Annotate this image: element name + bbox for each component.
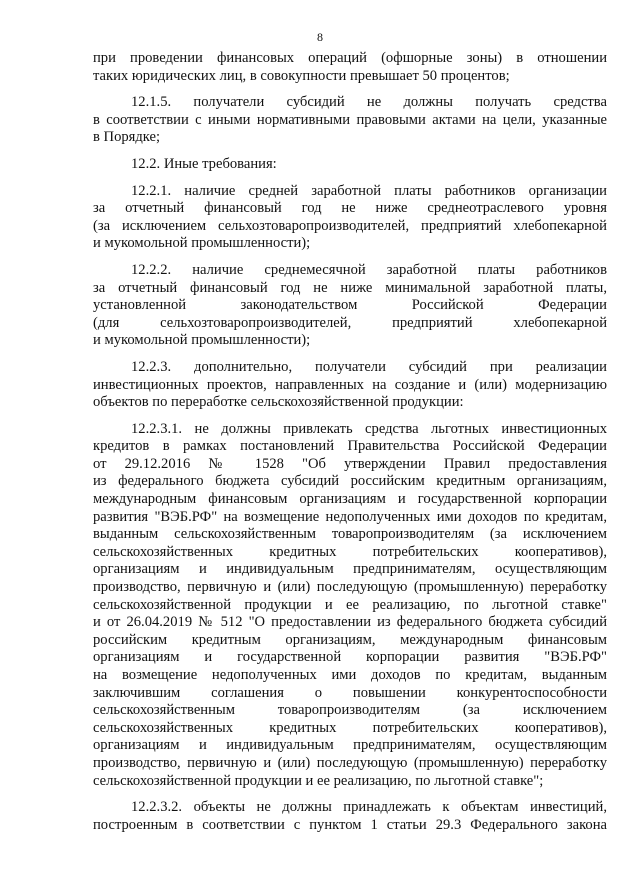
paragraph-12-2-3-2 [93, 799, 607, 834]
text-line: 12.2.3. дополнительно, получатели субсидий при реализации [131, 358, 607, 375]
paragraph-continuation [93, 50, 607, 85]
text-line: российским кредитным организациям, международным финансовым [93, 631, 607, 648]
paragraph-12-1-5 [93, 94, 607, 147]
text-line: на возмещение недополученных ими доходов по кредитам, выданным [93, 667, 607, 683]
text-line: объектов по переработке сельскохозяйственной продукции: [93, 394, 464, 411]
text-line: (для сельхозтоваропроизводителей, предприятий хлебопекарной [93, 314, 607, 331]
text-line: 12.2. Иные требования: [131, 155, 277, 172]
text-line: 12.2.3.2. объекты не должны принадлежать к объектам инвестиций, [131, 799, 607, 816]
paragraph-12-2-3-1 [93, 421, 607, 790]
text-line: от 29.12.2016 № 1528 "Об утверждении Правил предоставления [93, 455, 607, 472]
text-line: за отчетный финансовый год не ниже среднеотраслевого уровня [93, 200, 607, 217]
text-line: инвестиционных проектов, направленных на создание и (или) модернизацию [93, 376, 607, 393]
text-line: организациям и индивидуальным предпринимателям, осуществляющим [93, 561, 607, 578]
text-line: при проведении финансовых операций (офшорные зоны) в отношении [93, 50, 607, 66]
text-line: сельскохозяйственной продукции и ее реализацию, по льготной ставке" [93, 596, 607, 613]
text-line: в соответствии с иными нормативными правовыми актами на цели, указанные [93, 111, 607, 128]
text-line: и мукомольной промышленности); [93, 332, 311, 349]
text-line: 12.2.2. наличие среднемесячной заработной платы работников [131, 261, 607, 278]
text-line: 12.2.3.1. не должны привлекать средства льготных инвестиционных [131, 420, 607, 437]
document-body [93, 50, 607, 834]
text-line: выданным сельскохозяйственным товаропроизводителям (за исключением [93, 526, 607, 543]
text-line: международным финансовым организациям и государственной корпорации [93, 491, 607, 508]
text-line: организациям и индивидуальным предпринимателям, осуществляющим [93, 737, 607, 754]
text-line: в Порядке; [93, 129, 161, 146]
text-line: сельскохозяйственных кредитных потребительских кооперативов), [93, 543, 607, 560]
text-line: 12.1.5. получатели субсидий не должны получать средства [131, 94, 607, 111]
page-number: 8 [317, 30, 323, 44]
paragraph-12-2-2 [93, 262, 607, 350]
text-line: и мукомольной промышленности); [93, 235, 311, 252]
paragraph-12-2-3 [93, 359, 607, 412]
text-line: кредитов в рамках постановлений Правительства Российской Федерации [93, 438, 607, 455]
text-line: таких юридических лиц, в совокупности превышает 50 процентов; [93, 67, 510, 84]
text-line: установленной законодательством Российской Федерации [93, 297, 607, 314]
text-line: и от 26.04.2019 № 512 "О предоставлении из федерального бюджета субсидий [93, 614, 607, 631]
text-line: (за исключением сельхозтоваропроизводителей, предприятий хлебопекарной [93, 217, 607, 234]
text-line: организациям и государственной корпорации развития "ВЭБ.РФ" [93, 649, 607, 666]
text-line: сельскохозяйственным товаропроизводителям (за исключением [93, 702, 607, 719]
paragraph-12-2 [93, 156, 607, 174]
text-line: сельскохозяйственных кредитных потребительских кооперативов), [93, 719, 607, 736]
text-line: 12.2.1. наличие средней заработной платы работников организации [131, 182, 607, 199]
text-line: производство, первичную и (или) последующую (промышленную) переработку [93, 579, 607, 596]
text-line: заключившим соглашения о повышении конкурентоспособности [93, 684, 607, 701]
text-line: из федерального бюджета субсидий российским кредитным организациям, [93, 473, 607, 490]
paragraph-12-2-1 [93, 183, 607, 253]
text-line: развития "ВЭБ.РФ" на возмещение недополученных ими доходов по кредитам, [93, 508, 607, 525]
text-line: за отчетный финансовый год не ниже минимальной заработной платы, [93, 279, 607, 296]
text-line: сельскохозяйственной продукции и ее реализацию, по льготной ставке"; [93, 772, 544, 789]
text-line: производство, первичную и (или) последующую (промышленную) переработку [93, 754, 607, 771]
text-line: построенным в соответствии с пунктом 1 статьи 29.3 Федерального закона [93, 816, 607, 833]
